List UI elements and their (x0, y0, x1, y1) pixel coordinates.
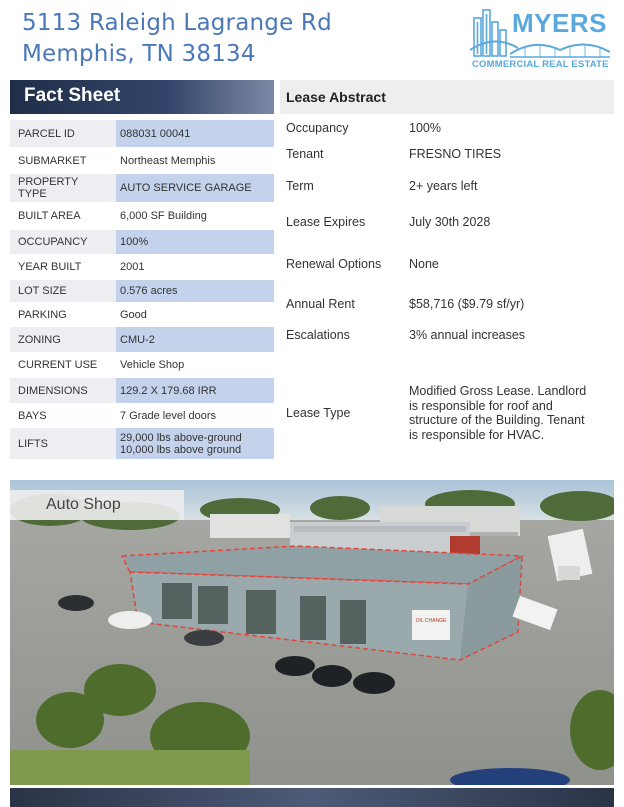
table-row (10, 230, 274, 255)
row-value: FRESNO TIRES (409, 146, 502, 161)
row-value: 29,000 lbs above-ground 10,000 lbs above ground (116, 428, 274, 459)
footer-bar (10, 788, 614, 807)
table-row (286, 327, 614, 343)
row-label: Lease Type (286, 406, 351, 420)
table-row (286, 296, 614, 312)
row-value: 3% annual increases (409, 327, 526, 342)
property-aerial-photo (10, 480, 614, 785)
lease-abstract-title: Lease Abstract (286, 89, 386, 105)
table-row (10, 428, 274, 460)
row-label: CURRENT USE (18, 359, 98, 371)
row-value: 0.576 acres (116, 280, 274, 302)
table-row (10, 280, 274, 303)
row-value: None (409, 256, 439, 271)
lease-abstract-header (280, 80, 614, 114)
row-label: PROPERTY TYPE (10, 174, 116, 202)
logo-subtitle: COMMERCIAL REAL ESTATE (472, 59, 609, 70)
table-row (10, 378, 274, 404)
row-label: Tenant (286, 147, 324, 161)
logo-name: MYERS (512, 8, 607, 38)
aerial-photo-illustration (10, 480, 614, 785)
row-value: Vehicle Shop (120, 359, 185, 371)
row-label: ZONING (10, 327, 116, 352)
photo-caption: Auto Shop (46, 496, 121, 513)
row-value: Northeast Memphis (120, 154, 216, 167)
table-row (10, 255, 274, 280)
row-value: Modified Gross Lease. Landlord is responsible for roof and structure of the Building. Tenant is responsible for HVAC. (409, 384, 587, 442)
row-value: 100% (116, 230, 274, 254)
row-label: DIMENSIONS (10, 378, 116, 403)
property-address (22, 8, 332, 70)
table-row (10, 120, 274, 148)
company-logo (470, 8, 610, 72)
shop-sign-text: OIL CHANGE (415, 618, 447, 624)
row-value: Good (120, 308, 147, 321)
row-label: PARCEL ID (10, 120, 116, 147)
row-label: Occupancy (286, 121, 349, 135)
row-value: 6,000 SF Building (120, 210, 207, 222)
table-row (286, 256, 614, 272)
table-row (286, 120, 614, 136)
row-label: LIFTS (10, 428, 116, 459)
table-row (286, 376, 614, 450)
fact-sheet-table (10, 120, 274, 460)
row-value: July 30th 2028 (409, 214, 491, 229)
row-value: 129.2 X 179.68 IRR (116, 378, 274, 403)
row-value: CMU-2 (116, 327, 274, 352)
row-label: Escalations (286, 328, 350, 342)
fact-sheet-title: Fact Sheet (24, 85, 121, 106)
table-row (286, 178, 614, 194)
row-label: BAYS (18, 409, 47, 422)
table-row (10, 148, 274, 174)
row-value: AUTO SERVICE GARAGE (116, 174, 274, 202)
row-label: LOT SIZE (10, 280, 116, 302)
row-value: 2001 (120, 261, 145, 273)
row-label: PARKING (18, 308, 67, 321)
table-row (10, 203, 274, 230)
row-value: 088031 00041 (116, 120, 274, 147)
row-value: 7 Grade level doors (120, 409, 216, 422)
bridge-arc-icon (510, 38, 610, 58)
address-line-1: 5113 Raleigh Lagrange Rd (22, 10, 332, 36)
address-line-2: Memphis, TN 38134 (22, 41, 256, 67)
row-label: Annual Rent (286, 297, 355, 311)
row-label: Lease Expires (286, 215, 366, 229)
row-label: OCCUPANCY (10, 230, 116, 254)
row-label: Term (286, 179, 314, 193)
row-value: 2+ years left (409, 178, 478, 193)
row-label: YEAR BUILT (18, 261, 82, 273)
photo-caption-tag (10, 490, 184, 520)
row-value: 100% (409, 120, 441, 135)
table-row (10, 353, 274, 378)
row-label: Renewal Options (286, 257, 382, 271)
row-label: SUBMARKET (18, 154, 87, 167)
table-row (10, 303, 274, 327)
row-label: BUILT AREA (18, 210, 81, 222)
table-row (10, 174, 274, 203)
row-value: $58,716 ($9.79 sf/yr) (409, 296, 525, 311)
fact-sheet-header (10, 80, 274, 114)
table-row (10, 404, 274, 428)
table-row (10, 327, 274, 353)
table-row (286, 146, 614, 162)
table-row (286, 214, 614, 230)
